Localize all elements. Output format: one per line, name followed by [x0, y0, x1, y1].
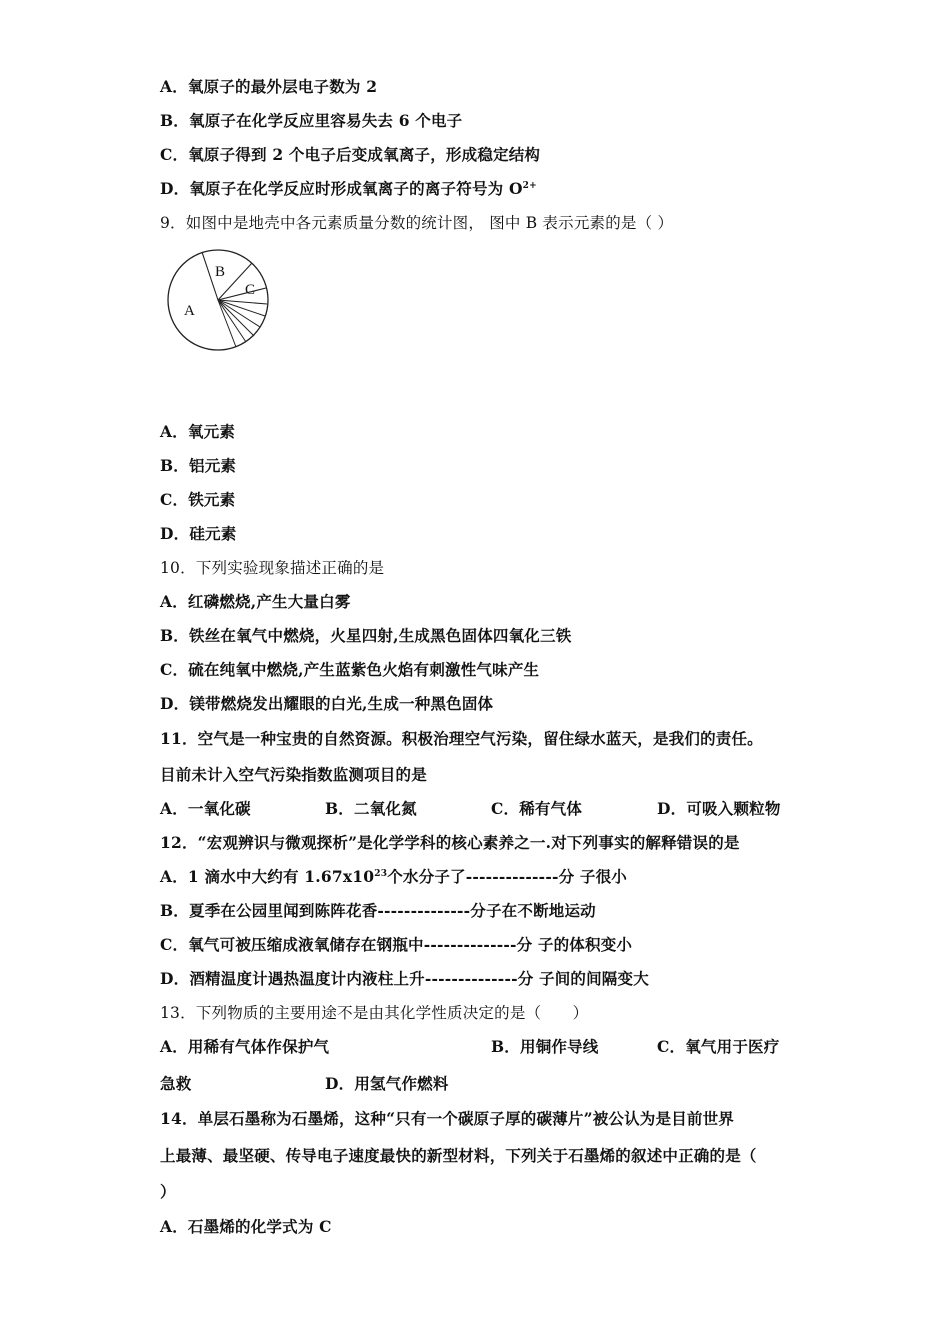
q10-option-a: A．红磷燃烧,产生大量白雾	[160, 592, 351, 611]
q9-option-b: B．铝元素	[160, 456, 237, 475]
q14-stem-line-2: 上最薄、最坚硬、传导电子速度最快的新型材料，下列关于石墨烯的叙述中正确的是（	[160, 1146, 757, 1165]
q12-option-a-text: A．1 滴水中大约有 1.67x10	[160, 867, 375, 886]
q10-option-c: C．硫在纯氧中燃烧,产生蓝紫色火焰有刺激性气味产生	[160, 660, 540, 679]
q8-option-d-superscript: 2+	[522, 180, 537, 191]
pie-divider-c-d	[218, 288, 266, 300]
q11-options-row	[160, 799, 800, 819]
q13-option-c-continued: 急救	[160, 1074, 192, 1093]
q12-option-a-exponent: 23	[374, 868, 388, 879]
q8-option-d-text: D．氧原子在化学反应时形成氧离子的离子符号为 O	[160, 179, 523, 198]
q11-option-b: B．二氧化氮	[325, 799, 417, 818]
q8-option-b: B．氧原子在化学反应里容易失去 6 个电子	[160, 111, 463, 130]
q13-option-a: A．用稀有气体作保护气	[160, 1037, 330, 1056]
q11-stem-line-1: 11．空气是一种宝贵的自然资源。积极治理空气污染，留住绿水蓝天，是我们的责任。	[160, 729, 763, 748]
q12-option-c: C．氧气可被压缩成液氧储存在钢瓶中--------------分 子的体积变小	[160, 935, 633, 954]
q8-option-a: A．氧原子的最外层电子数为 2	[160, 77, 378, 96]
q13-stem: 13．下列物质的主要用途不是由其化学性质决定的是（ ）	[160, 1004, 589, 1022]
pie-divider-small-4	[218, 300, 254, 336]
q14-option-a: A．石墨烯的化学式为 C	[160, 1217, 332, 1236]
q10-option-b: B．铁丝在氧气中燃烧，火星四射,生成黑色固体四氧化三铁	[160, 626, 572, 645]
q8-option-c: C．氧原子得到 2 个电子后变成氧离子，形成稳定结构	[160, 145, 541, 164]
q9-option-d: D．硅元素	[160, 524, 237, 543]
pie-divider-small-3	[218, 300, 260, 327]
q13-option-c: C．氧气用于医疗	[657, 1037, 780, 1056]
q9-option-a: A．氧元素	[160, 422, 236, 441]
q12-option-d: D．酒精温度计遇热温度计内液柱上升--------------分 子间的间隔变大	[160, 969, 649, 988]
q12-option-b: B．夏季在公园里闻到陈阵花香--------------分子在不断地运动	[160, 901, 596, 920]
q13-option-b: B．用铜作导线	[491, 1037, 599, 1056]
pie-label-a: A	[184, 303, 195, 319]
crust-element-pie-chart	[160, 244, 276, 356]
q9-option-c: C．铁元素	[160, 490, 236, 509]
q12-option-a-explanation: 个水分子了--------------分 子很小	[387, 867, 627, 886]
q11-option-c: C．稀有气体	[491, 799, 583, 818]
q12-stem: 12．“宏观辨识与微观探析”是化学学科的核心素养之一.对下列事实的解释错误的是	[160, 833, 740, 852]
q8-option-d	[160, 179, 537, 199]
q14-stem-line-1: 14．单层石墨称为石墨烯，这种“只有一个碳原子厚的碳薄片”被公认为是目前世界	[160, 1109, 735, 1128]
q13-options-row-2	[160, 1074, 800, 1094]
q14-stem-line-3: ）	[160, 1182, 176, 1201]
q9-stem: 9．如图中是地壳中各元素质量分数的统计图， 图中 B 表示元素的是（ ）	[160, 214, 674, 232]
q13-option-d: D．用氢气作燃料	[325, 1074, 449, 1093]
pie-label-b: B	[215, 264, 226, 280]
q11-option-d: D．可吸入颗粒物	[657, 799, 781, 818]
pie-label-c: C	[245, 282, 256, 298]
q10-option-d: D．镁带燃烧发出耀眼的白光,生成一种黑色固体	[160, 694, 494, 713]
q11-option-a: A．一氧化碳	[160, 799, 251, 818]
q11-stem-line-2: 目前未计入空气污染指数监测项目的是	[160, 765, 427, 784]
q10-stem: 10．下列实验现象描述正确的是	[160, 559, 385, 577]
q13-options-row	[160, 1037, 800, 1057]
q12-option-a	[160, 867, 627, 887]
